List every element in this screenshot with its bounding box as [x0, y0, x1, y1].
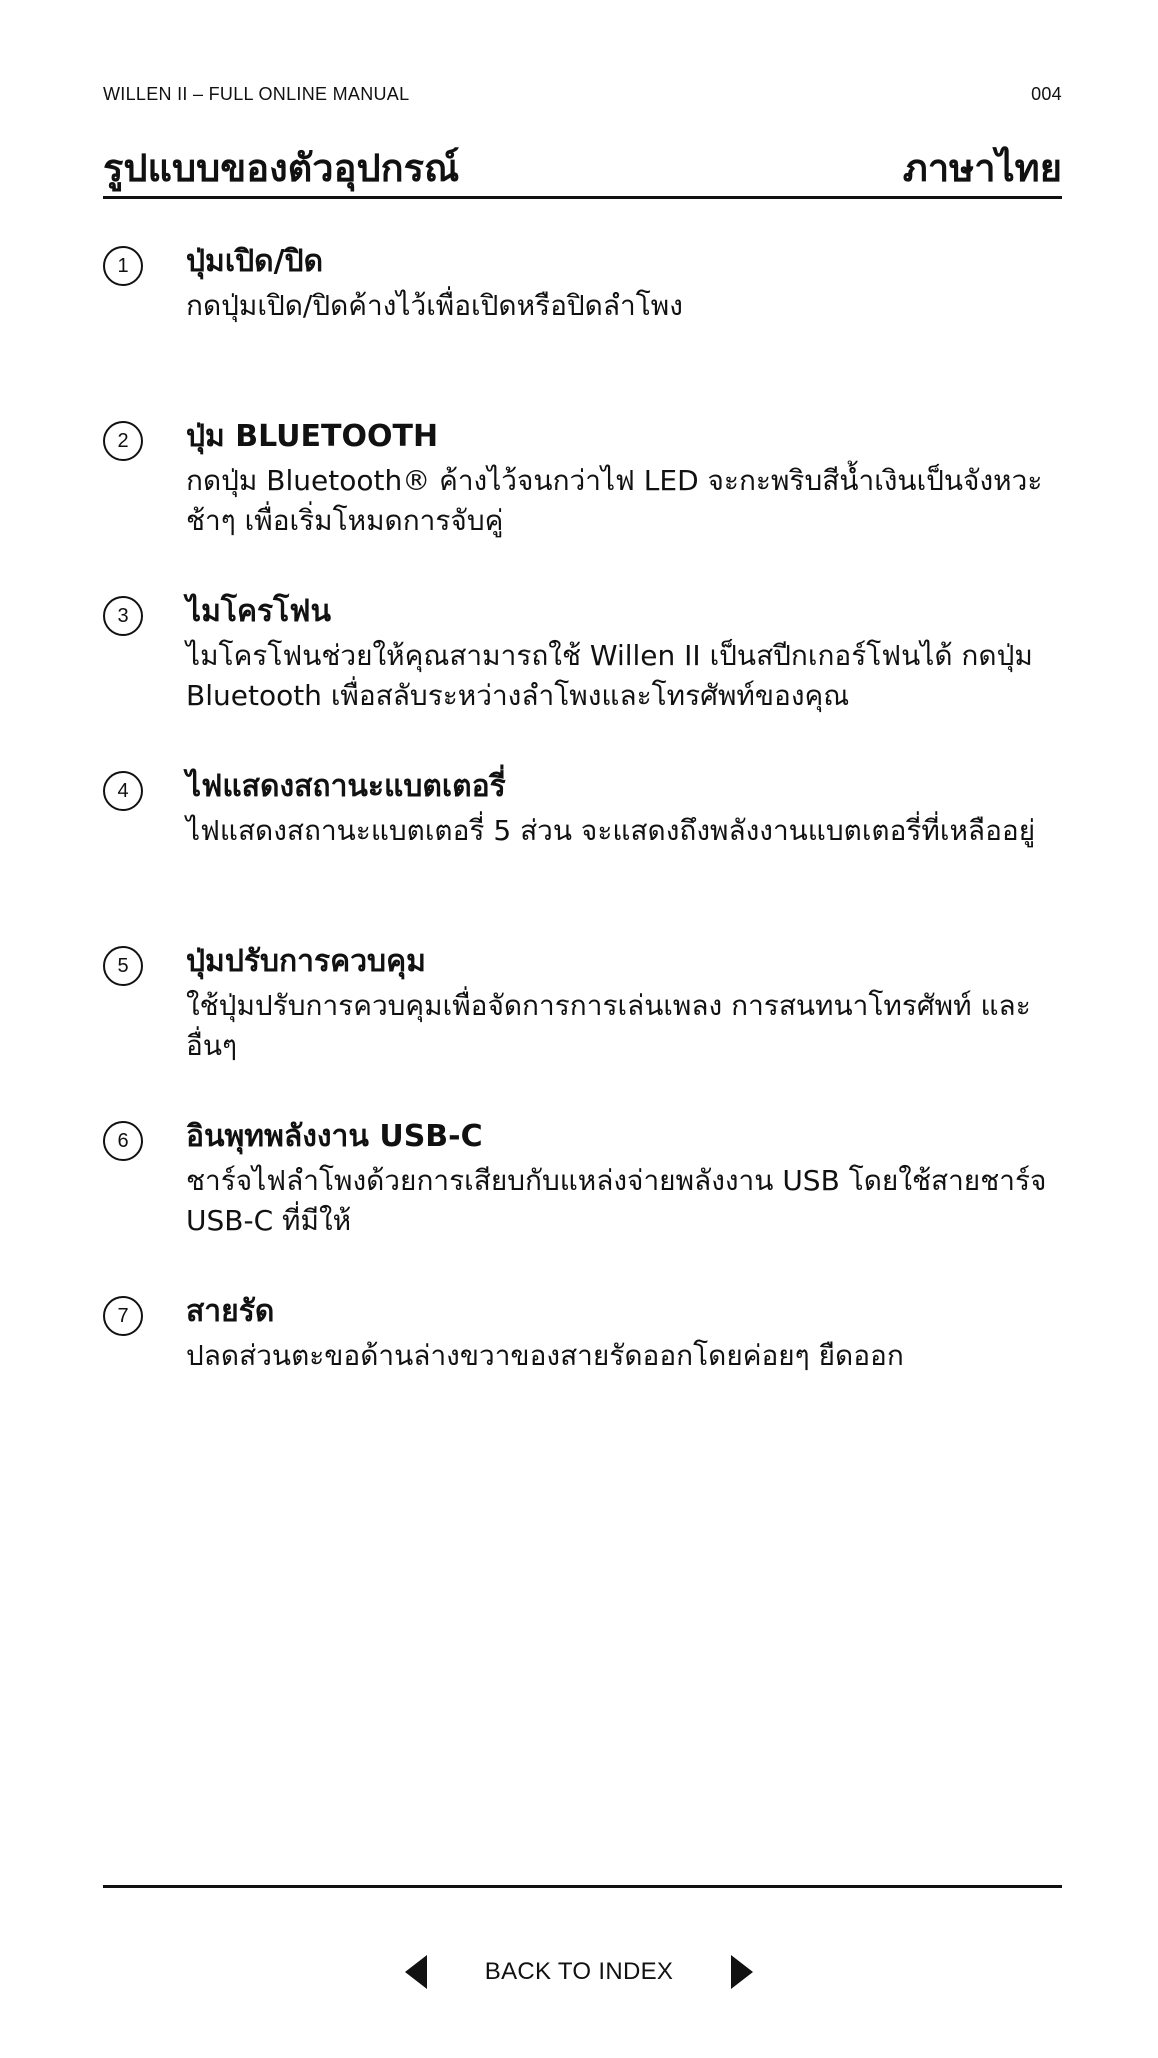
feature-item-6: [103, 1115, 1062, 1290]
number-badge: 5: [103, 946, 143, 986]
number-badge: 3: [103, 596, 143, 636]
feature-description: ไฟแสดงสถานะแบตเตอรี่ 5 ส่วน จะแสดงถึงพลังงานแบตเตอรี่ที่เหลืออยู่: [186, 814, 1036, 847]
feature-title: ปุ่มปรับการควบคุม: [186, 944, 426, 979]
feature-title: ปุ่มเปิด/ปิด: [186, 244, 324, 279]
number-badge: 6: [103, 1121, 143, 1161]
back-to-index-link[interactable]: BACK TO INDEX: [484, 1958, 674, 1985]
feature-item-7: [103, 1290, 1062, 1465]
feature-title: อินพุทพลังงาน USB-C: [186, 1119, 483, 1154]
feature-title: ไฟแสดงสถานะแบตเตอรี่: [186, 769, 506, 804]
manual-title: WILLEN II – FULL ONLINE MANUAL: [103, 84, 410, 104]
feature-title: สายรัด: [186, 1294, 275, 1329]
number-badge: 1: [103, 246, 143, 286]
number-badge: 4: [103, 771, 143, 811]
feature-description: ปลดส่วนตะขอด้านล่างขวาของสายรัดออกโดยค่อยๆ ยืดออก: [186, 1339, 904, 1372]
feature-title: ไมโครโฟน: [186, 594, 332, 629]
feature-list: [103, 240, 1062, 1465]
language-label: ภาษาไทย: [902, 146, 1062, 191]
feature-description: ไมโครโฟนช่วยให้คุณสามารถใช้ Willen II เป็นสปีกเกอร์โฟนได้ กดปุ่ม Bluetooth เพื่อสลับระหว่างลำโพงและโทรศัพท์ของคุณ: [186, 639, 1033, 712]
page-header: [103, 84, 1062, 105]
page-number: 004: [1031, 84, 1062, 104]
feature-item-1: [103, 240, 1062, 415]
feature-item-4: [103, 765, 1062, 940]
section-title-bar: [103, 128, 1062, 199]
footer-divider: [103, 1885, 1062, 1888]
feature-item-2: [103, 415, 1062, 590]
feature-description: กดปุ่ม Bluetooth® ค้างไว้จนกว่าไฟ LED จะกะพริบสีน้ำเงินเป็นจังหวะช้าๆ เพื่อเริ่มโหมดการจับคู่: [186, 464, 1043, 537]
feature-description: กดปุ่มเปิด/ปิดค้างไว้เพื่อเปิดหรือปิดลำโพง: [186, 289, 683, 322]
previous-page-icon[interactable]: [405, 1955, 427, 1989]
next-page-icon[interactable]: [731, 1955, 753, 1989]
section-title: รูปแบบของตัวอุปกรณ์: [103, 146, 460, 191]
feature-title: ปุ่ม BLUETOOTH: [186, 419, 439, 454]
number-badge: 2: [103, 421, 143, 461]
feature-item-3: [103, 590, 1062, 765]
footer-navigation: [0, 1955, 1158, 1989]
number-badge: 7: [103, 1296, 143, 1336]
feature-description: ชาร์จไฟลำโพงด้วยการเสียบกับแหล่งจ่ายพลังงาน USB โดยใช้สายชาร์จ USB-C ที่มีให้: [186, 1164, 1047, 1237]
feature-item-5: [103, 940, 1062, 1115]
feature-description: ใช้ปุ่มปรับการควบคุมเพื่อจัดการการเล่นเพลง การสนทนาโทรศัพท์ และอื่นๆ: [186, 989, 1031, 1062]
